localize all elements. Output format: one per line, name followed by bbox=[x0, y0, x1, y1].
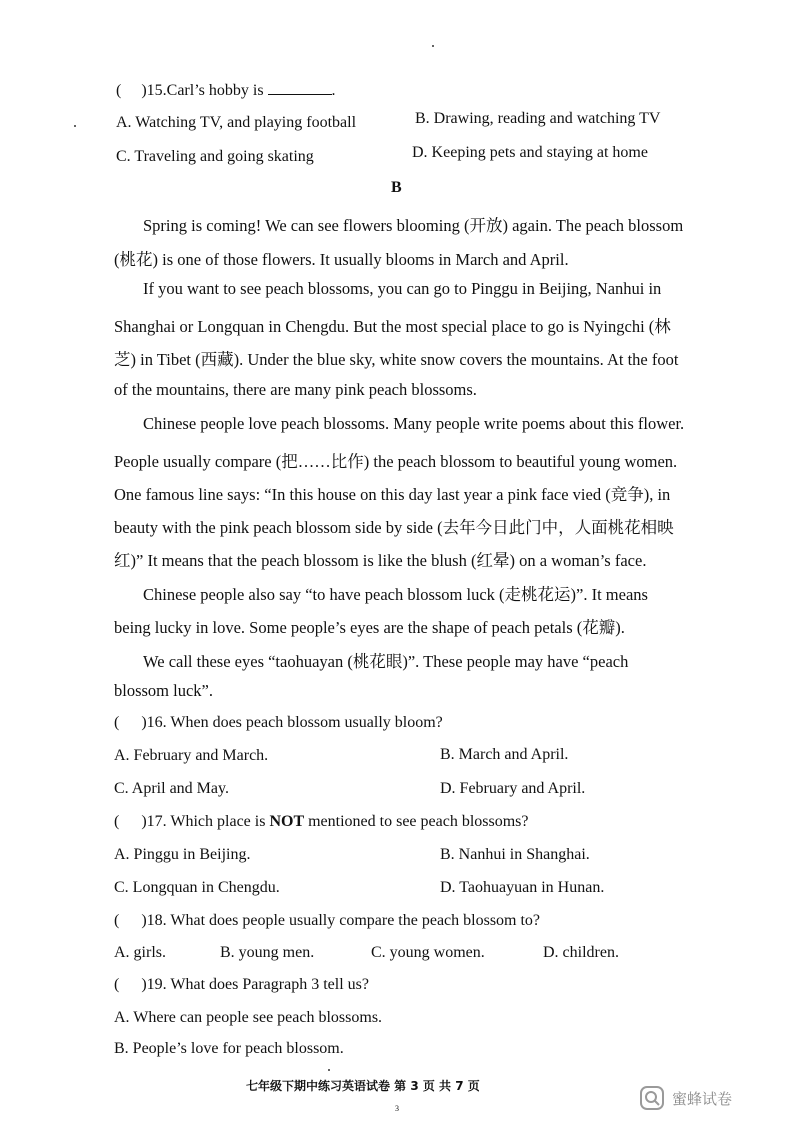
option-18-c: C. young women. bbox=[371, 944, 485, 961]
question-18-stem: )18. What does people usually compare the peach blossom to? bbox=[141, 912, 541, 929]
option-19-a: A. Where can people see peach blossoms. bbox=[114, 1009, 383, 1026]
option-16-a: A. February and March. bbox=[114, 747, 269, 764]
answer-paren: ( bbox=[114, 714, 120, 731]
magnifier-logo-icon bbox=[640, 1086, 664, 1110]
scan-dot bbox=[328, 1069, 330, 1071]
passage-line: Shanghai or Longquan in Chengdu. But the most special place to go is Nyingchi (林 bbox=[114, 317, 671, 336]
passage-line: We call these eyes “taohuayan (桃花眼)”. These people may have “peach bbox=[143, 652, 629, 671]
option-15-b: B. Drawing, reading and watching TV bbox=[415, 110, 661, 127]
option-18-b: B. young men. bbox=[220, 944, 315, 961]
passage-line: Chinese people also say “to have peach blossom luck (走桃花运)”. It means bbox=[143, 585, 648, 604]
option-15-a: A. Watching TV, and playing football bbox=[116, 114, 357, 131]
answer-paren: ( bbox=[114, 813, 120, 830]
question-19 bbox=[114, 976, 369, 994]
emphasis-not: NOT bbox=[269, 813, 305, 830]
option-17-a: A. Pinggu in Beijing. bbox=[114, 846, 251, 863]
option-17-b: B. Nanhui in Shanghai. bbox=[440, 846, 590, 863]
option-17-d: D. Taohuayuan in Hunan. bbox=[440, 879, 605, 896]
page-number-small: 3 bbox=[395, 1104, 399, 1113]
option-18-a: A. girls. bbox=[114, 944, 166, 961]
option-17-c: C. Longquan in Chengdu. bbox=[114, 879, 280, 896]
watermark-text: 蜜蜂试卷 bbox=[672, 1090, 733, 1108]
option-18-d: D. children. bbox=[543, 944, 619, 961]
answer-paren: ( bbox=[114, 912, 120, 929]
option-16-c: C. April and May. bbox=[114, 780, 229, 797]
section-heading: B bbox=[391, 179, 402, 196]
answer-paren: ( bbox=[116, 82, 122, 99]
passage-line: 芝) in Tibet (西藏). Under the blue sky, white snow covers the mountains. At the foot bbox=[114, 350, 679, 369]
question-18 bbox=[114, 912, 540, 930]
option-15-c: C. Traveling and going skating bbox=[116, 148, 314, 165]
scan-dot bbox=[74, 125, 76, 127]
question-16 bbox=[114, 714, 443, 732]
passage-line: being lucky in love. Some people’s eyes are the shape of peach petals (花瓣). bbox=[114, 618, 625, 637]
option-16-b: B. March and April. bbox=[440, 746, 569, 763]
passage-line: One famous line says: “In this house on this day last year a pink face vied (竞争), in bbox=[114, 485, 671, 504]
passage-line: Spring is coming! We can see flowers blooming (开放) again. The peach blossom bbox=[143, 216, 684, 235]
passage-line: 红)” It means that the peach blossom is like the blush (红晕) on a woman’s face. bbox=[114, 551, 647, 570]
scan-dot bbox=[432, 45, 434, 47]
option-15-d: D. Keeping pets and staying at home bbox=[412, 144, 648, 161]
answer-blank bbox=[268, 82, 332, 95]
passage-line: blossom luck”. bbox=[114, 681, 213, 700]
question-15: ( )15.Carl’s hobby is . bbox=[116, 82, 336, 99]
passage-line: of the mountains, there are many pink peach blossoms. bbox=[114, 380, 477, 399]
passage-line: (桃花) is one of those flowers. It usually blooms in March and April. bbox=[114, 250, 569, 269]
option-16-d: D. February and April. bbox=[440, 780, 586, 797]
passage-line: People usually compare (把……比作) the peach blossom to beautiful young women. bbox=[114, 452, 678, 471]
passage-line: beauty with the pink peach blossom side by side (去年今日此门中，人面桃花相映 bbox=[114, 518, 674, 537]
passage-line: If you want to see peach blossoms, you can go to Pinggu in Beijing, Nanhui in bbox=[143, 279, 662, 298]
question-15-stem: )15.Carl’s hobby is bbox=[141, 82, 264, 99]
passage-line: Chinese people love peach blossoms. Many people write poems about this flower. bbox=[143, 414, 685, 433]
question-19-stem: )19. What does Paragraph 3 tell us? bbox=[141, 976, 369, 993]
answer-paren: ( bbox=[114, 976, 120, 993]
option-19-b: B. People’s love for peach blossom. bbox=[114, 1040, 344, 1057]
question-17: ( )17. Which place is NOT mentioned to see peach blossoms? bbox=[114, 813, 529, 830]
page-footer: 七年级下期中练习英语试卷 第 3 页 共 7 页 bbox=[246, 1079, 480, 1093]
question-16-stem: )16. When does peach blossom usually bloom? bbox=[141, 714, 443, 731]
